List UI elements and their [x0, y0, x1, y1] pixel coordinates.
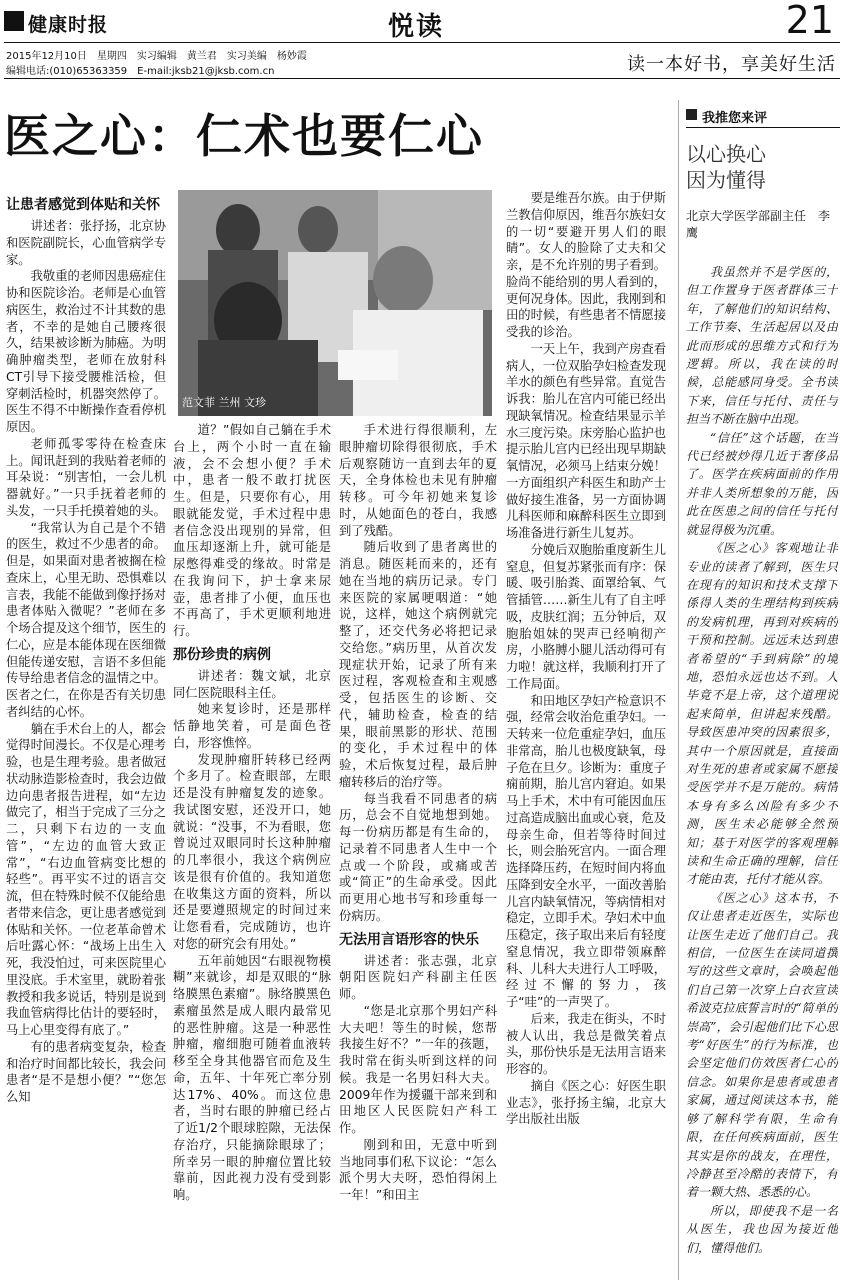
sidebar-paragraph: 所以，即使我不是一名从医生，我也因为接近他们，懂得他们。: [686, 1203, 838, 1255]
paragraph: “我常认为自己是个不错的医生，救过不少患者的命。但是，如果面对患者被搁在检查床上，心里无助、恐惧难以言表，我能不能做到像抒扬对患者体贴入微呢？”老师在多个场合提及这个细节，医生的仁心，应是本能体现在医细微但能传递安慰，言语不多但能传导给患者信念的温情之中。医者之仁，在你是否有关切患者纠结的心怀。: [6, 520, 166, 719]
paragraph: “您是北京那个男妇产科大夫吧！等生的时候，您帮我接生好不？”一年的孩题，我时常在街头听到这样的问候。我是一名男妇科大夫。2009年作为援疆干部来到和田地区人民医院妇产科工作。: [339, 1003, 497, 1135]
article-column-4: [506, 190, 666, 1282]
sidebar-paragraph: “信任”这个话题，在当代已经被炒得几近于奢侈品了。医学在疾病面前的作用并非人类所想象的万能，因此在医患之间的信任与托付就显得极为沉重。: [686, 430, 838, 537]
subheading-1: 让患者感觉到体贴和关怀: [6, 197, 160, 213]
doctor-patient-photo-icon: [178, 190, 492, 416]
sidebar-paragraph: 《医之心》这本书，不仅让患者走近医生，实际也让医生走近了他们自己。我相信，一位医生在读同道撰写的这些文章时，会唤起他们自己第一次穿上白衣宣读希波克拉底誓言时的“简单的崇高”，会引起他们比下心思考“好医生”的行为标准，也会坚定他们仿效医者仁心的信念。如果你是患者或患者家属，通过阅读这本书，能够了解科学有限，生命有限，在任何疾病面前，医生其实是你的战友，在理性，冷静甚至冷酷的表情下，有着一颗大热、悉悉的心。: [686, 890, 838, 1200]
paragraph: 有的患者病变复杂，检查和治疗时间都比较长，我会问患者“是不是想小便？”“您怎么知: [6, 1039, 166, 1104]
paragraph: 和田地区孕妇产检意识不强，经常会收治危重孕妇。一天转来一位危重症孕妇，血压非常高，胎儿也极度缺氧，母子危在旦夕。诊断为：重度子痫前期，胎儿宫内窘迫。如果马上手术，术中有可能因血压过高造成脑出血或心衰，危及母亲生命，但若等待时间过长，则会胎死宫内。一面合理选择降压药，在短时间内将血压降到安全水平，一面改善胎儿宫内缺氧情况，等病情相对稳定，立即手术。孕妇术中血压稳定，孩子取出来后有轻度窒息情况，我立即带领麻醉科、儿科大夫进行人工呼吸，经过不懈的努力，孩子“哇”的一声哭了。: [506, 693, 666, 1009]
masthead-rule: [4, 42, 840, 43]
paragraph: 讲述者：魏文斌，北京同仁医院眼科主任。: [173, 668, 331, 700]
source-note: 摘自《医之心：好医生职业志》，张抒扬主编，北京大学出版社出版: [506, 1078, 666, 1127]
logo-mark-icon: [4, 11, 24, 31]
paragraph: 发现肿瘤肝转移已经两个多月了。检查眼部，左眼还是没有肿瘤复发的迹象。我试图安慰，还没开口，她就说：“没事，不为看眼，您曾说过双眼同时长这种肿瘤的几率很小，我这个病例应该是很有价值的。我知道您在收集这方面的资料，所以还是要遵照规定的时间过来让您看看，完成随访，也许对您的研究会有用处。”: [173, 752, 331, 951]
newspaper-logo: [4, 8, 154, 34]
sidebar-heading: 我推您来评: [702, 111, 768, 126]
paragraph: 要是维吾尔族。由于伊斯兰教信仰原因，维吾尔族妇女的一切“要避开男人们的眼睛”。女人的脸除了丈夫和父亲，是不允许别的男子看到。脸尚不能给别的男人看到的，更何况身体。因此，我刚到和田的时候，有些患者不情愿接受我的诊治。: [506, 191, 666, 339]
paragraph: 五年前她因“右眼视物模糊”来就诊，却是双眼的“脉络膜黑色素瘤”。脉络膜黑色素瘤虽然是成人眼内最常见的恶性肿瘤。这是一种恶性肿瘤，瘤细胞可随着血液转移至全身其他器官而危及生命，五年、十年死亡率分别达17%、40%。而这位患者，当时右眼的肿瘤已经占了近1/2个眼球腔隙，无法保存治疗，只能摘除眼球了；所幸另一眼的肿瘤位置比较靠前，因此视力没有受到影响。: [173, 953, 331, 1202]
sidebar-title-line-1: 以心换心: [686, 142, 766, 166]
paragraph: 一天上午，我到产房查看病人，一位双胎孕妇检查发现羊水的颜色有些异常。直觉告诉我：胎儿在宫内可能已经出现缺氧情况。检查结果显示羊水三度污染。床旁胎心监护也提示胎儿宫内已经出现早期缺氧情况，必须马上结束分娩！一方面组织产科医生和助产士做好接生准备，另一方面协调儿科医师和麻醉科医生立即到场准备进行新生儿复苏。: [506, 341, 666, 540]
paragraph: 每当我看不同患者的病历，总会不自觉地想到她。每一份病历都是有生命的，记录着不同患者人生中一个点或一个阶段，或痛或苦或“简正”的生命承受。因此而更用心地书写和珍重每一份病历。: [339, 791, 497, 923]
subheading-3: 无法用言语形容的快乐: [339, 931, 479, 948]
paragraph: 讲述者：张志强，北京朝阳医院妇产科副主任医师。: [339, 953, 497, 1001]
masthead-rule-bottom: [4, 78, 840, 79]
subheading-2: 那份珍贵的病例: [173, 646, 271, 663]
page-number: 21: [785, 0, 834, 42]
paragraph: 随后收到了患者离世的消息。随医耗而来的，还有她在当地的病历记录。专门来医院的家属哽咽道：“她说，这样，她这个病例就完整了，还交代务必将把记录交给您。”病历里，从首次发现症状开始，记录了所有来医过程，客观检查和主观感受，包括医生的诊断、交代，辅助检查，检查的结果，眼前黑影的形状、范围的变化，手术过程中的体验，术后恢复过程，最后肿瘤转移后的治疗等。: [339, 540, 497, 789]
paragraph: 讲述者：张抒扬，北京协和医院副院长，心血管病学专家。: [6, 219, 166, 267]
sidebar-author: 北京大学医学部副主任 李 鹰: [686, 209, 843, 240]
article-column-1: [6, 190, 166, 1282]
logo-text: 健康时报: [28, 14, 109, 36]
paragraph: 分娩后双胞胎重度新生儿窒息，但复苏紧张而有序：保暖、吸引胎粪、面罩给氧、气管插管……新生儿有了自主呼吸，皮肤红润；五分钟后，双胞胎姐妹的哭声已经响彻产房，小胳膊小腿儿活动得可有力啦！就这样，我顺利打开了工作局面。: [506, 542, 666, 691]
date-editor-line: 2015年12月10日 星期四 实习编辑 黄兰君 实习美编 杨妙霞: [6, 51, 307, 62]
paragraph: 我敬重的老师因患癌症住协和医院诊治。老师是心血管病医生，救治过不计其数的患者，不幸的是她自己腰疼很久，结果被诊断为肺癌。为明确肿瘤类型，老师在放射科CT引导下接受腰椎活检，但穿刺活检时，机器突然停了。医生不得不中断操作查看停机原因。: [6, 269, 166, 434]
section-title: 悦读: [388, 12, 445, 42]
paragraph: 她来复诊时，还是那样恬静地笑着，可是面色苍白，形容憔悴。: [173, 702, 331, 750]
paragraph: 道？”假如自己躺在手术台上，两个小时一直在输液，会不会想小便？手术中，患者一般不敢打扰医生。但是，只要你有心，用眼就能发觉，手术过程中患者信念没出现别的异常，但血压却逐渐上升，就可能是尿憋得难受的缘故。时常是在我询问下，护士拿来尿壶，患者排了小便，血压也不再高了，手术更顺利地进行。: [173, 423, 331, 638]
sidebar-paragraph: 《医之心》客观地让非专业的读者了解到，医生只在现有的知识和技术支撑下係得人类的生理结构到疾病的发病机理，再到对疾病的干预和控制。远远未达到患者希望的“手到病除”的境地，恐怕永远也达不到。人毕竟不是上帝，这个道理说起来简单，但讲起来残酷。导致医患冲突的因素很多，其中一个原因就是，直接面对生死的患者或家属不愿接受医学并不是万能的。病情本身有多么凶险有多少不测，医生未必能够全然预知；基于对医学的客观理解读和生命正确的理解，信任才能由衷，托付才能从容。: [686, 541, 838, 887]
paragraph: 手术进行得很顺利，左眼肿瘤切除得很彻底，手术后观察随访一直到去年的夏天，全身体检也未见有肿瘤转移。可今年初她来复诊时，从她面色的苍白，我感到了残酷。: [339, 423, 497, 538]
sidebar-paragraph: 我虽然并不是学医的，但工作置身于医者群体三十年，了解他们的知识结构、工作节奏、生活起居以及由此而形成的思维方式和行为逻辑。所以，我在读的时候，总能感同身受。全书读下来，信任与托付、责任与担当不断在脑中出现。: [686, 265, 838, 427]
article-photo: [178, 190, 492, 416]
paragraph: 躺在手术台上的人，都会觉得时间漫长。不仅是心理考验，也是生理考验。患者做冠状动脉造影检查时，我会边做边向患者报告进程，如“左边做完了，相当于完成了三分之二，只剩下右边的一支血管”，“左边的血管大致正常”，“右边血管病变比想的轻些”。再平实不过的语言交流，但在特殊时候不仅能给患者带来信念，更让患者感觉到体贴和关怀。一位老革命曾术后吐露心怀：“战场上出生入死，我没怕过，可来医院里心里没底。手术室里，就盼着张教授和我多说话，特别是说到我血管病得比估计的要轻时，马上心里变得有底了。”: [6, 721, 166, 1037]
photo-caption: 范文菲 兰州 文珍: [182, 396, 266, 409]
column-divider: [678, 100, 679, 1280]
paragraph: 后来，我走在街头，不时被人认出，我总是微笑着点头，那份快乐是无法用言语来形容的。: [506, 1011, 666, 1076]
slogan: 读一本好书，享美好生活: [627, 54, 836, 75]
sidebar-title-line-2: 因为懂得: [686, 168, 766, 192]
article-column-3: [339, 422, 497, 1282]
sidebar-rule: [686, 127, 840, 128]
article-column-2: [173, 422, 331, 1282]
contact-line: 编辑电话:(010)65363359 E-mail:jksb21@jksb.com.cn: [6, 66, 275, 77]
paragraph: 刚到和田，无意中听到当地同事们私下议论：“怎么派个男大夫呀，恐怕得闲上一年！”和田主: [339, 1137, 497, 1202]
headline: 医之心：仁术也要仁心: [4, 109, 484, 163]
sidebar-body: [686, 263, 838, 1283]
paragraph: 老师孤零零待在检查床上。闻讯赶到的我贴着老师的耳朵说：“别害怕，一会儿机器就好。”一只手抚着老师的头发，一只手托摸着她的头。: [6, 436, 166, 518]
sidebar-marker-icon: [686, 109, 697, 120]
